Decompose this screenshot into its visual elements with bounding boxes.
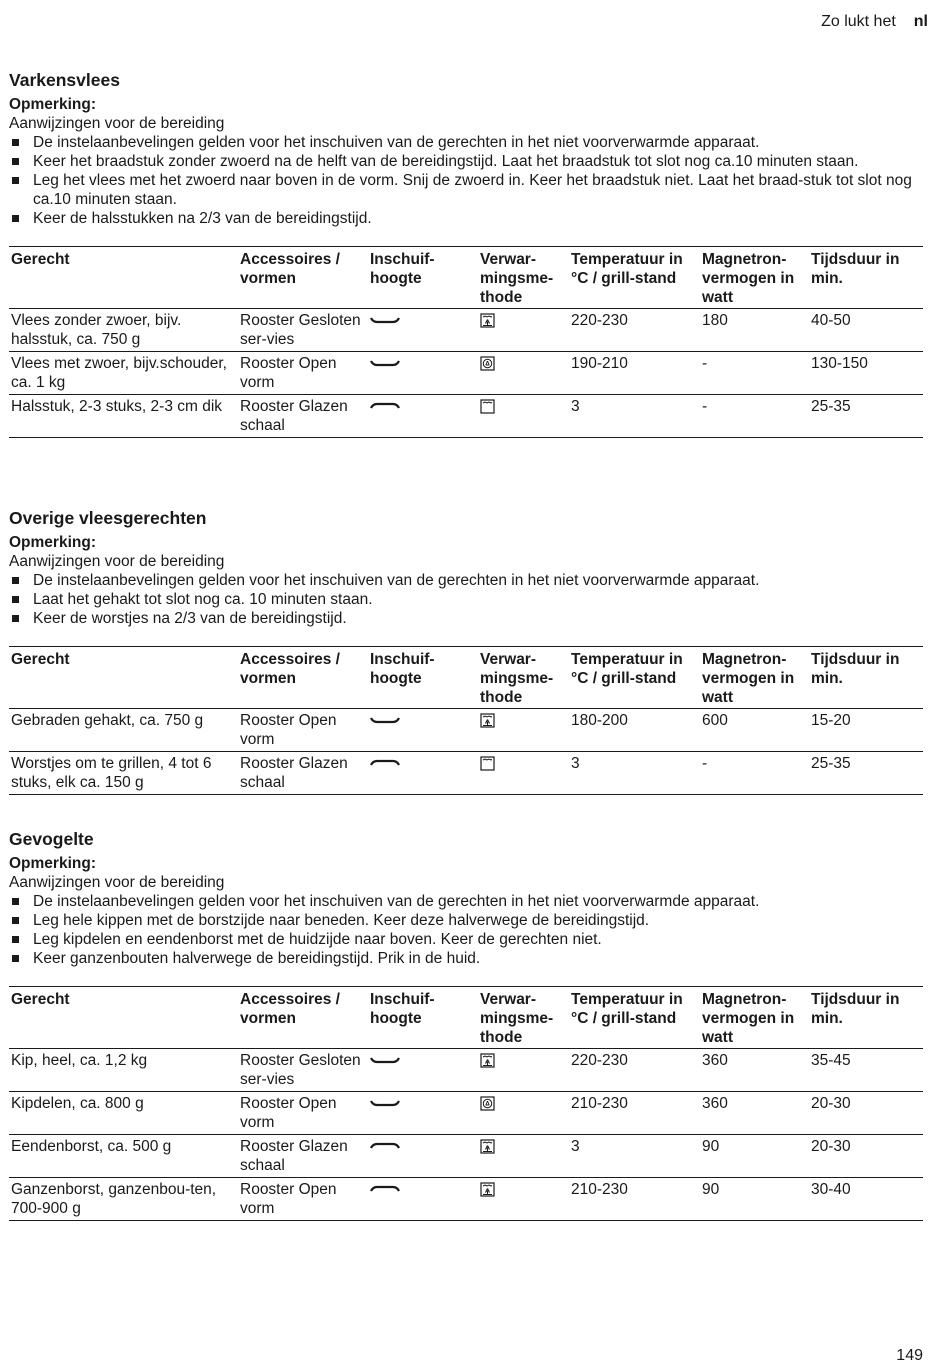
heating-method-cell — [478, 309, 569, 352]
note-text: Aanwijzingen voor de bereiding — [9, 874, 225, 891]
heating-method-cell — [478, 352, 569, 395]
microwave-power-cell: 90 — [702, 1181, 720, 1198]
grill-fan-icon — [480, 1053, 495, 1073]
shelf-low-icon — [370, 1053, 400, 1072]
temperature-cell: 190-210 — [571, 355, 628, 372]
instruction-list — [9, 133, 923, 228]
shelf-level-cell — [368, 352, 478, 395]
instruction-item: Keer het braadstuk zonder zwoerd na de helft van de bereidingstijd. Laat het braadstuk tot slot nog ca.10 minuten staan. — [9, 152, 923, 171]
temperature-cell: 3 — [571, 1138, 580, 1155]
shelf-high-icon — [370, 399, 400, 418]
shelf-level-cell — [368, 1049, 478, 1092]
accessories-cell: Rooster Open vorm — [240, 712, 337, 748]
table-row — [9, 752, 923, 795]
grill-fan-icon — [480, 713, 495, 733]
grill-icon — [480, 399, 495, 419]
instruction-item: Keer ganzenbouten halverwege de bereidingstijd. Prik in de huid. — [9, 949, 923, 968]
accessories-cell: Rooster Glazen schaal — [240, 398, 348, 434]
dish-cell: Kip, heel, ca. 1,2 kg — [11, 1052, 148, 1069]
table-header-row — [9, 987, 923, 1049]
table-row — [9, 309, 923, 352]
accessories-cell: Rooster Open vorm — [240, 1181, 337, 1217]
shelf-level-cell — [368, 309, 478, 352]
running-header — [821, 12, 928, 31]
heating-method-cell — [478, 395, 569, 438]
heating-method-cell — [478, 1178, 569, 1221]
shelf-level-cell — [368, 1135, 478, 1178]
note-label: Opmerking: — [9, 534, 96, 551]
accessories-cell: Rooster Gesloten ser-vies — [240, 1052, 361, 1088]
heating-method-cell — [478, 1092, 569, 1135]
section-gevogelte — [9, 828, 923, 1221]
instruction-item: Keer de halsstukken na 2/3 van de bereidingstijd. — [9, 209, 923, 228]
temperature-cell: 3 — [571, 398, 580, 415]
instruction-item: Leg hele kippen met de borstzijde naar beneden. Keer deze halverwege de bereidingstijd. — [9, 911, 923, 930]
column-header-temperatuur: Temperatuur in °C / grill-stand — [571, 991, 683, 1027]
table-row — [9, 1135, 923, 1178]
table-row — [9, 709, 923, 752]
column-header-magnetron: Magnetron-vermogen in watt — [702, 991, 795, 1046]
temperature-cell: 220-230 — [571, 1052, 628, 1069]
column-header-verwarming: Verwar-mingsme-thode — [480, 991, 554, 1046]
instruction-list — [9, 571, 923, 628]
note-label: Opmerking: — [9, 855, 96, 872]
grill-icon — [480, 756, 495, 776]
shelf-level-cell — [368, 752, 478, 795]
section-varkensvlees — [9, 69, 923, 438]
grill-fan-icon — [480, 313, 495, 333]
note-label: Opmerking: — [9, 96, 96, 113]
accessories-cell: Rooster Open vorm — [240, 355, 337, 391]
temperature-cell: 210-230 — [571, 1095, 628, 1112]
column-header-magnetron: Magnetron-vermogen in watt — [702, 251, 795, 306]
temperature-cell: 210-230 — [571, 1181, 628, 1198]
column-header-gerecht: Gerecht — [11, 651, 70, 668]
hot-air-icon — [480, 356, 495, 376]
grill-fan-icon — [480, 1182, 495, 1202]
instruction-list — [9, 892, 923, 968]
column-header-magnetron: Magnetron-vermogen in watt — [702, 651, 795, 706]
heating-method-cell — [478, 709, 569, 752]
column-header-tijdsduur: Tijdsduur in min. — [811, 251, 900, 287]
note-text: Aanwijzingen voor de bereiding — [9, 553, 225, 570]
shelf-high-icon — [370, 1182, 400, 1201]
instruction-item: De instelaanbevelingen gelden voor het inschuiven van de gerechten in het niet voorverwarmde apparaat. — [9, 571, 923, 590]
column-header-accessoires: Accessoires / vormen — [240, 251, 340, 287]
dish-cell: Eendenborst, ca. 500 g — [11, 1138, 172, 1155]
column-header-tijdsduur: Tijdsduur in min. — [811, 651, 900, 687]
table-header-row — [9, 647, 923, 709]
duration-cell: 15-20 — [811, 712, 851, 729]
note-text: Aanwijzingen voor de bereiding — [9, 115, 225, 132]
instruction-item: Leg het vlees met het zwoerd naar boven in de vorm. Snij de zwoerd in. Keer het braadstuk niet. Laat het braad-stuk tot slot nog ca.10 minuten staan. — [9, 171, 923, 209]
shelf-low-icon — [370, 356, 400, 375]
column-header-gerecht: Gerecht — [11, 991, 70, 1008]
accessories-cell: Rooster Gesloten ser-vies — [240, 312, 361, 348]
column-header-hoogte: Inschuif-hoogte — [370, 251, 435, 287]
shelf-high-icon — [370, 1139, 400, 1158]
dish-cell: Vlees met zwoer, bijv.schouder, ca. 1 kg — [11, 355, 227, 391]
microwave-power-cell: 360 — [702, 1095, 728, 1112]
temperature-cell: 180-200 — [571, 712, 628, 729]
shelf-low-icon — [370, 713, 400, 732]
dish-cell: Vlees zonder zwoer, bijv. halsstuk, ca. 750 g — [11, 312, 182, 348]
microwave-power-cell: 180 — [702, 312, 728, 329]
heating-method-cell — [478, 752, 569, 795]
accessories-cell: Rooster Glazen schaal — [240, 1138, 348, 1174]
header-section-title: Zo lukt het — [821, 13, 896, 30]
shelf-level-cell — [368, 709, 478, 752]
column-header-verwarming: Verwar-mingsme-thode — [480, 651, 554, 706]
instruction-item: De instelaanbevelingen gelden voor het inschuiven van de gerechten in het niet voorverwarmde apparaat. — [9, 892, 923, 911]
microwave-power-cell: 90 — [702, 1138, 720, 1155]
hot-air-icon — [480, 1096, 495, 1116]
column-header-accessoires: Accessoires / vormen — [240, 991, 340, 1027]
column-header-temperatuur: Temperatuur in °C / grill-stand — [571, 251, 683, 287]
column-header-hoogte: Inschuif-hoogte — [370, 991, 435, 1027]
cooking-table — [9, 986, 923, 1221]
section-title: Gevogelte — [9, 829, 94, 849]
dish-cell: Ganzenborst, ganzenbou-ten, 700-900 g — [11, 1181, 217, 1217]
table-row — [9, 1092, 923, 1135]
shelf-low-icon — [370, 1096, 400, 1115]
table-row — [9, 395, 923, 438]
microwave-power-cell: 600 — [702, 712, 728, 729]
shelf-level-cell — [368, 1178, 478, 1221]
column-header-hoogte: Inschuif-hoogte — [370, 651, 435, 687]
duration-cell: 130-150 — [811, 355, 868, 372]
instruction-item: Laat het gehakt tot slot nog ca. 10 minuten staan. — [9, 590, 923, 609]
table-row — [9, 352, 923, 395]
duration-cell: 25-35 — [811, 398, 851, 415]
duration-cell: 20-30 — [811, 1095, 851, 1112]
accessories-cell: Rooster Glazen schaal — [240, 755, 348, 791]
microwave-power-cell: - — [702, 398, 708, 415]
instruction-item: Keer de worstjes na 2/3 van de bereidingstijd. — [9, 609, 923, 628]
heating-method-cell — [478, 1135, 569, 1178]
temperature-cell: 3 — [571, 755, 580, 772]
dish-cell: Worstjes om te grillen, 4 tot 6 stuks, elk ca. 150 g — [11, 755, 212, 791]
shelf-level-cell — [368, 1092, 478, 1135]
table-header-row — [9, 247, 923, 309]
column-header-tijdsduur: Tijdsduur in min. — [811, 991, 900, 1027]
cooking-table — [9, 646, 923, 795]
duration-cell: 25-35 — [811, 755, 851, 772]
column-header-gerecht: Gerecht — [11, 251, 70, 268]
section-title: Varkensvlees — [9, 70, 120, 90]
table-row — [9, 1178, 923, 1221]
shelf-level-cell — [368, 395, 478, 438]
dish-cell: Gebraden gehakt, ca. 750 g — [11, 712, 204, 729]
instruction-item: De instelaanbevelingen gelden voor het inschuiven van de gerechten in het niet voorverwarmde apparaat. — [9, 133, 923, 152]
cooking-table — [9, 246, 923, 438]
section-overige-vleesgerechten — [9, 507, 923, 795]
dish-cell: Halsstuk, 2-3 stuks, 2-3 cm dik — [11, 398, 223, 415]
column-header-accessoires: Accessoires / vormen — [240, 651, 340, 687]
duration-cell: 40-50 — [811, 312, 851, 329]
shelf-low-icon — [370, 313, 400, 332]
column-header-verwarming: Verwar-mingsme-thode — [480, 251, 554, 306]
heating-method-cell — [478, 1049, 569, 1092]
shelf-high-icon — [370, 756, 400, 775]
accessories-cell: Rooster Open vorm — [240, 1095, 337, 1131]
section-title: Overige vleesgerechten — [9, 508, 207, 528]
duration-cell: 20-30 — [811, 1138, 851, 1155]
grill-fan-icon — [480, 1139, 495, 1159]
duration-cell: 35-45 — [811, 1052, 851, 1069]
header-language: nl — [913, 13, 928, 30]
microwave-power-cell: - — [702, 755, 708, 772]
table-row — [9, 1049, 923, 1092]
page-number: 149 — [896, 1347, 923, 1364]
instruction-item: Leg kipdelen en eendenborst met de huidzijde naar boven. Keer de gerechten niet. — [9, 930, 923, 949]
duration-cell: 30-40 — [811, 1181, 851, 1198]
microwave-power-cell: 360 — [702, 1052, 728, 1069]
temperature-cell: 220-230 — [571, 312, 628, 329]
dish-cell: Kipdelen, ca. 800 g — [11, 1095, 144, 1112]
column-header-temperatuur: Temperatuur in °C / grill-stand — [571, 651, 683, 687]
microwave-power-cell: - — [702, 355, 708, 372]
